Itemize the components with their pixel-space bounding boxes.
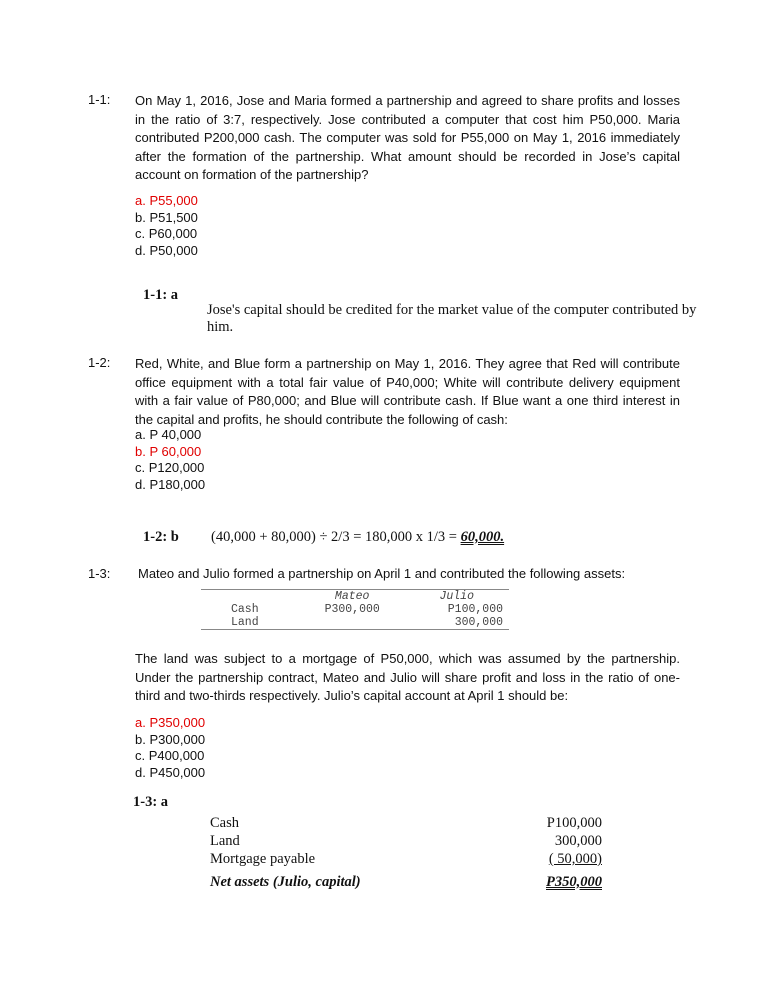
option: d. P180,000 (135, 476, 206, 492)
option: c. P400,000 (135, 748, 205, 763)
answer-label: 1-3: a (133, 794, 169, 810)
column-header: Mateo (334, 590, 370, 603)
total-label: Net assets (Julio, capital) (210, 874, 361, 890)
cell: 300,000 (454, 616, 503, 629)
question-number: 1-2: (88, 355, 111, 370)
amount: P100,000 (546, 815, 602, 831)
amount: 300,000 (554, 833, 602, 849)
question-number: 1-1: (88, 92, 111, 107)
cell: P300,000 (324, 603, 380, 616)
total-amount: P350,000 (546, 874, 602, 890)
question-text: Mateo and Julio formed a partnership on April 1 and contributed the following assets: (138, 566, 626, 581)
option: b. P51,500 (135, 209, 198, 225)
option-correct: b. P 60,000 (135, 443, 202, 459)
options-list (135, 715, 205, 781)
answer-result: 60,000. (460, 529, 505, 545)
option: c. P120,000 (135, 460, 205, 475)
assets-table (201, 589, 509, 630)
question-text: Red, White, and Blue form a partnership on May 1, 2016. They agree that Red will contribute office equipment with a total fair value of P40,000; White will contribute delivery equipment with a fair value of P80,000; and Blue will contribute cash. If Blue want a one third interest in the capital and profits, he should contribute the following of cash: (135, 356, 680, 427)
option: c. P60,000 (135, 226, 198, 241)
answer-label: 1-1: a (143, 287, 179, 303)
answer-explanation: Jose's capital should be credited for the market value of the computer contributed by him. (207, 302, 697, 335)
options-list (135, 427, 205, 493)
column-header: Julio (439, 590, 474, 603)
row-label: Land (210, 833, 240, 849)
answer-formula: (40,000 + 80,000) ÷ 2/3 = 180,000 x 1/3 = (211, 529, 461, 545)
options-list (135, 193, 198, 259)
answer-table (210, 814, 602, 891)
answer-explanation (211, 529, 504, 546)
row-label: Cash (231, 603, 259, 616)
option-correct: a. P350,000 (135, 715, 206, 730)
option: d. P50,000 (135, 242, 198, 258)
row-label: Cash (210, 815, 239, 831)
cell: P100,000 (447, 603, 503, 616)
amount: ( 50,000) (548, 851, 602, 867)
option: a. P 40,000 (135, 427, 202, 442)
option-correct: a. P55,000 (135, 193, 198, 208)
question-text: The land was subject to a mortgage of P50,000, which was assumed by the partnership. Under the partnership contract, Mateo and Julio will share profit and loss in the ratio of one-third and two-thirds respectively. Julio’s capital account at April 1 should be: (135, 651, 680, 703)
question-number: 1-3: (88, 566, 111, 581)
row-label: Land (231, 616, 259, 629)
row-label: Mortgage payable (210, 851, 316, 867)
question-text: On May 1, 2016, Jose and Maria formed a partnership and agreed to share profits and losses in the ratio of 3:7, respectively. Jose contributed a computer that cost him P50,000. Maria contributed P200,000 cash. The computer was sold for P55,000 on May 1, 2016 immediately after the formation of the partnership. What amount should be recorded in Jose’s capital account on formation of the partnership? (135, 93, 680, 182)
option: d. P450,000 (135, 764, 206, 780)
option: b. P300,000 (135, 731, 206, 747)
answer-label: 1-2: b (143, 529, 179, 545)
